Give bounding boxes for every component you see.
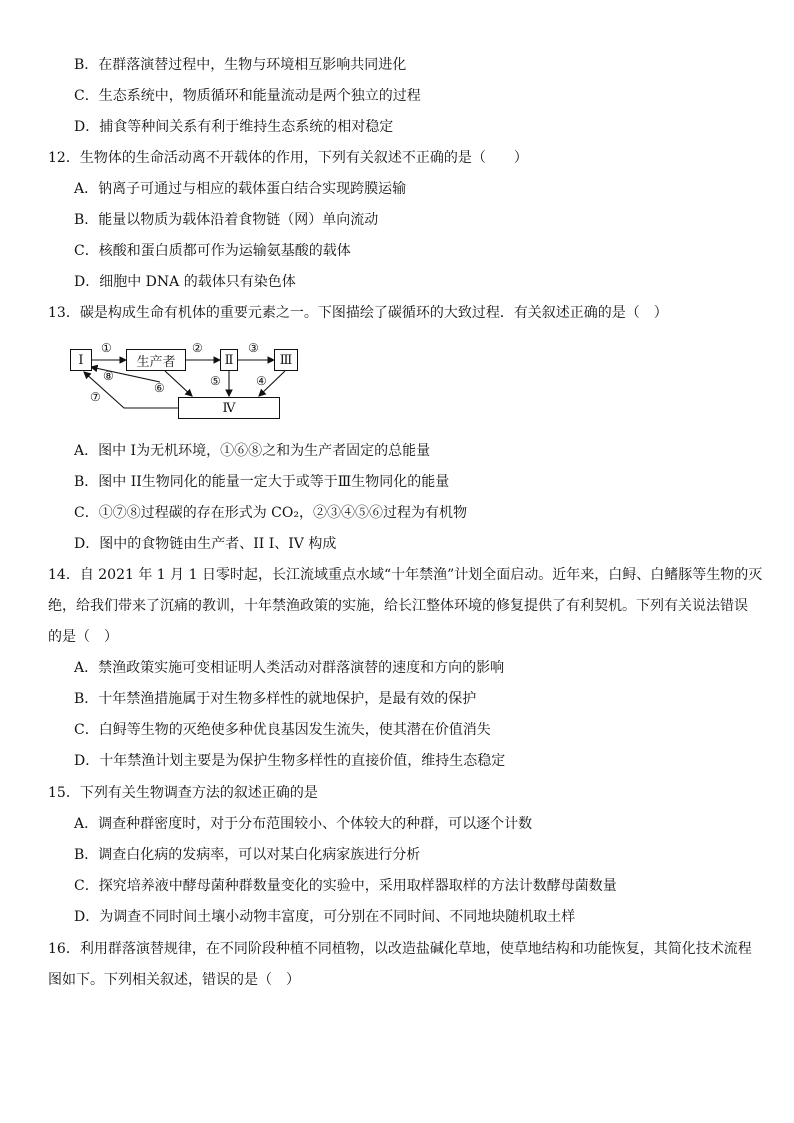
q11-option-b: B．在群落演替过程中，生物与环境相互影响共同进化 — [74, 57, 407, 73]
q16-stem-line-1: 16．利用群落演替规律，在不同阶段种植不同植物，以改造盐碱化草地，使草地结构和功能恢复，其简化技术流程 — [48, 941, 752, 957]
label-7: ⑦ — [90, 390, 101, 404]
q14-option-b: B．十年禁渔措施属于对生物多样性的就地保护，是最有效的保护 — [74, 691, 477, 707]
q13-option-d: D．图中的食物链由生产者、II I、IV 构成 — [74, 536, 337, 552]
q15-option-a: A．调查种群密度时，对于分布范围较小、个体较大的种群，可以逐个计数 — [74, 816, 533, 832]
q15-option-b: B．调查白化病的发病率，可以对某白化病家族进行分析 — [74, 847, 421, 863]
carbon-cycle-diagram — [70, 340, 310, 422]
label-3: ③ — [248, 341, 259, 355]
q16-stem-line-2: 图如下。下列相关叙述，错误的是（ ） — [48, 972, 300, 988]
box-iii: Ⅲ — [274, 349, 298, 371]
q11-option-d: D．捕食等种间关系有利于维持生态系统的相对稳定 — [74, 119, 394, 135]
box-i: Ⅰ — [70, 349, 92, 371]
q14-option-c: C．白鲟等生物的灭绝使多种优良基因发生流失，使其潜在价值消失 — [74, 722, 491, 738]
box-producer: 生产者 — [126, 349, 186, 371]
q12-option-d: D．细胞中 DNA 的载体只有染色体 — [74, 274, 296, 290]
box-ii: Ⅱ — [220, 349, 238, 371]
q15-option-c: C．探究培养液中酵母菌种群数量变化的实验中，采用取样器取样的方法计数酵母菌数量 — [74, 878, 617, 894]
q13-option-b: B．图中 II生物同化的能量一定大于或等于Ⅲ生物同化的能量 — [74, 474, 450, 490]
q13-stem: 13．碳是构成生命有机体的重要元素之一。下图描绘了碳循环的大致过程．有关叙述正确的是（ ） — [48, 305, 668, 321]
q13-option-a: A．图中 I为无机环境，①⑥⑧之和为生产者固定的总能量 — [74, 443, 431, 459]
q12-option-a: A．钠离子可通过与相应的载体蛋白结合实现跨膜运输 — [74, 181, 407, 197]
q12-option-b: B．能量以物质为载体沿着食物链（网）单向流动 — [74, 212, 379, 228]
q13-option-c: C．①⑦⑧过程碳的存在形式为 CO₂，②③④⑤⑥过程为有机物 — [74, 505, 467, 521]
q14-stem-line-1: 14．自 2021 年 1 月 1 日零时起，长江流域重点水域“十年禁渔”计划全面启动。近年来，白鲟、白鳍豚等生物的灭 — [48, 567, 763, 583]
label-2: ② — [192, 341, 203, 355]
box-iv: Ⅳ — [178, 397, 280, 419]
q14-option-a: A．禁渔政策实施可变相证明人类活动对群落演替的速度和方向的影响 — [74, 660, 505, 676]
label-5: ⑤ — [210, 374, 221, 388]
label-8: ⑧ — [103, 369, 114, 383]
label-4: ④ — [256, 374, 267, 388]
label-1: ① — [101, 341, 112, 355]
q12-stem: 12．生物体的生命活动离不开载体的作用，下列有关叙述不正确的是（ ） — [48, 150, 528, 166]
q11-option-c: C．生态系统中，物质循环和能量流动是两个独立的过程 — [74, 88, 421, 104]
q15-stem: 15．下列有关生物调查方法的叙述正确的是 — [48, 785, 318, 801]
q14-stem-line-3: 的是（ ） — [48, 629, 118, 645]
q14-stem-line-2: 绝，给我们带来了沉痛的教训，十年禁渔政策的实施，给长江整体环境的修复提供了有利契机。下列有关说法错误 — [48, 598, 748, 614]
label-6: ⑥ — [154, 381, 165, 395]
q15-option-d: D．为调查不同时间土壤小动物丰富度，可分别在不同时间、不同地块随机取土样 — [74, 909, 576, 925]
q14-option-d: D．十年禁渔计划主要是为保护生物多样性的直接价值，维持生态稳定 — [74, 753, 506, 769]
q12-option-c: C．核酸和蛋白质都可作为运输氨基酸的载体 — [74, 243, 351, 259]
